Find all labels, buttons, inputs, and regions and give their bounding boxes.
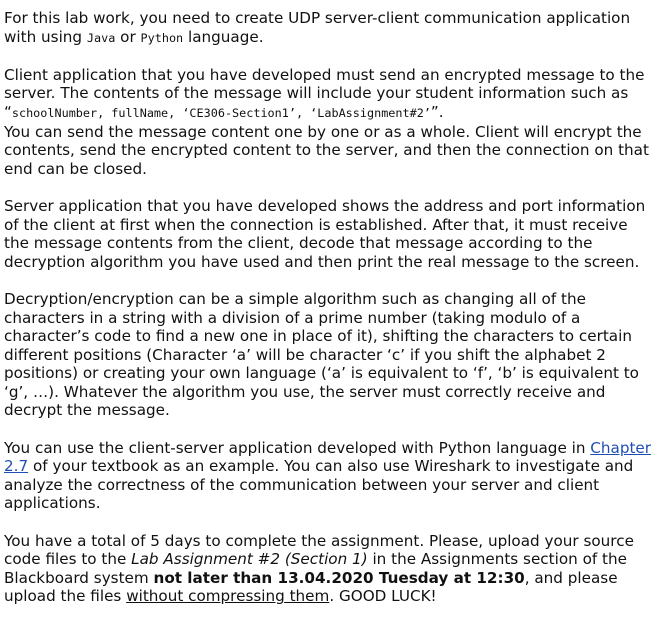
deadline-date: not later than 13.04.2020 Tuesday at 12:30 (153, 568, 525, 587)
client-send-text: You can send the message content one by one or as a whole. Client will encrypt the contents, send the encrypted content to the server, and then the connection on that end can be closed. (4, 122, 649, 178)
or-text: or (115, 27, 141, 46)
good-luck-text: . GOOD LUCK! (329, 587, 437, 606)
encryption-paragraph (4, 290, 656, 420)
assignment-document (4, 9, 656, 606)
assignment-name: Lab Assignment #2 (Section 1) (131, 550, 368, 569)
example-text: You can use the client-server application developed with Python language in (4, 438, 591, 457)
client-text: Client application that you have developed must send an encrypted message to the server. The contents of the message will include your student information such as “ (4, 65, 645, 121)
intro-text: For this lab work, you need to create UDP server-client communication application with using (4, 9, 631, 46)
server-paragraph (4, 197, 656, 271)
chapter-link[interactable]: Chapter 2.7 (4, 438, 652, 476)
upload-text: , and please upload the files (4, 568, 618, 606)
example-paragraph (4, 439, 656, 513)
python-language: Python (140, 30, 184, 45)
closing-quote: ”. (430, 102, 444, 121)
no-compress-note: without compressing them (126, 587, 330, 606)
client-paragraph (4, 66, 656, 179)
language-text: language. (183, 27, 264, 46)
server-text: Server application that you have developed shows the address and port information of the client at first when the connection is established. After that, it must receive the message contents from the client, decode that message according to the decryption algorithm you have used and then print the real message to the screen. (4, 196, 646, 271)
encryption-text: Decryption/encryption can be a simple algorithm such as changing all of the characters in a string with a division of a prime number (taking modulo of a character’s code to find a new one in place of it), shifting the characters to certain different positions (Character ‘a’ will be character ‘c’ if you shift the alphabet 2 positions) or creating your own language (‘a’ is equivalent to ‘f’, ‘b’ is equivalent to ‘g’, …). Whatever the algorithm you use, the server must correctly receive and decrypt the message. (4, 289, 639, 420)
message-fields: schoolNumber, fullName, ‘CE306-Section1’, ‘LabAssignment#2’ (11, 105, 431, 120)
intro-paragraph (4, 9, 656, 47)
wireshark-text: of your textbook as an example. You can also use Wireshark to investigate and analyze the correctness of the communication between your server and client applications. (4, 457, 634, 513)
blackboard-text: in the Assignments section of the Blackboard system (4, 550, 627, 587)
deadline-intro: You have a total of 5 days to complete the assignment. Please, upload your source code files to the (4, 531, 634, 569)
java-language: Java (86, 30, 116, 45)
deadline-paragraph (4, 532, 656, 606)
